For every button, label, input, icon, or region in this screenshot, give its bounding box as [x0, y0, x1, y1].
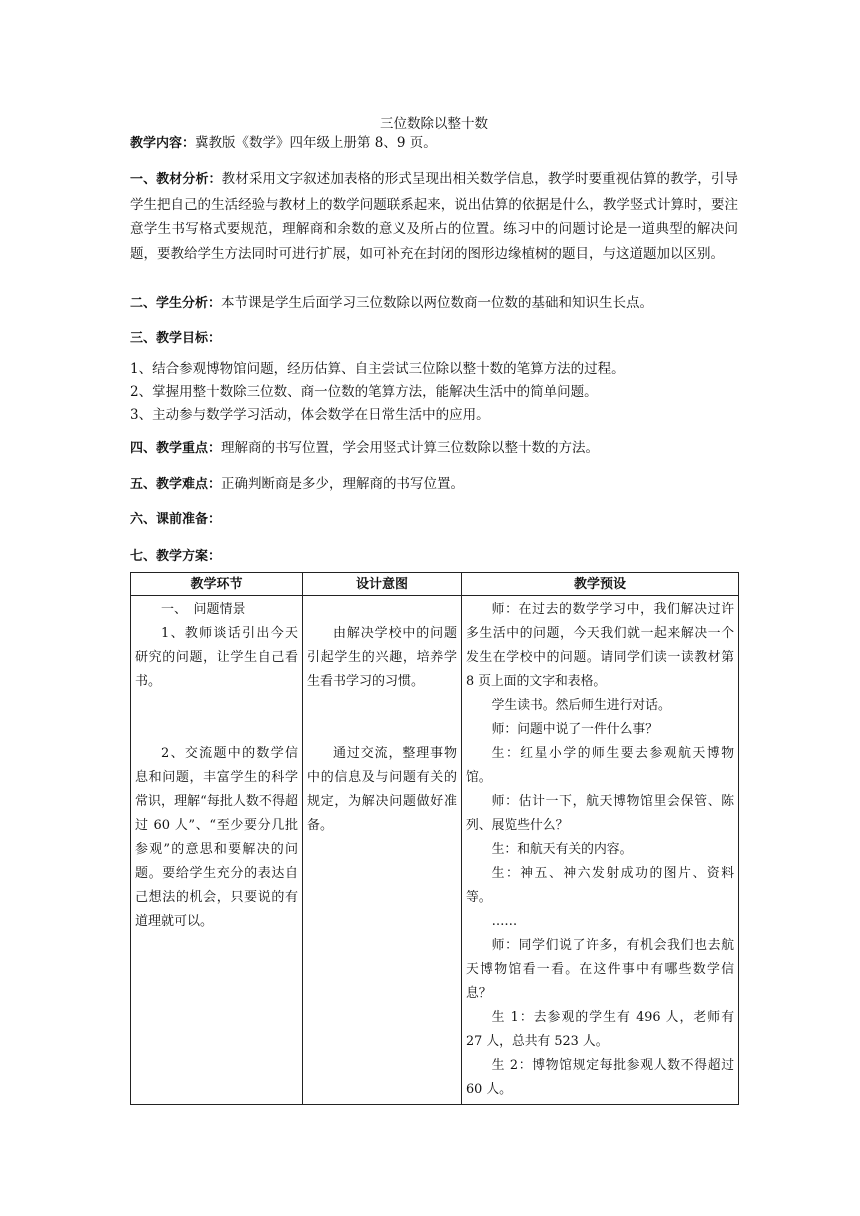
teaching-content — [130, 131, 738, 157]
goal-item: 1、结合参观博物馆问题，经历估算、自主尝试三位除以整十数的笔算方法的过程。 — [130, 361, 625, 377]
teaching-content-label: 教学内容： — [130, 136, 196, 151]
teaching-goals-list — [130, 358, 738, 427]
table-header-row — [131, 573, 739, 596]
stage-step-1: 1、教师谈话引出今天研究的问题，让学生自己看书。 — [135, 626, 298, 689]
key-point-text: 理解商的书写位置，学会用竖式计算三位数除以整十数的方法。 — [221, 440, 600, 456]
dialogue-line: …… — [491, 914, 518, 929]
teaching-presupposition-cell — [462, 596, 739, 1105]
textbook-analysis — [130, 167, 738, 266]
textbook-analysis-label: 一、教材分析： — [130, 172, 222, 187]
difficulty — [130, 472, 738, 498]
goal-item: 2、掌握用整十数除三位数、商一位数的笔算方法，能解决生活中的简单问题。 — [130, 384, 598, 400]
preparation — [130, 507, 738, 533]
teaching-plan-label: 七、教学方案： — [130, 549, 222, 564]
goal-item: 3、主动参与数学学习活动，体会数学在日常生活中的应用。 — [130, 407, 490, 423]
dialogue-line: 师：同学们说了许多，有机会我们也去航天博物馆看一看。在这件事中有哪些数学信息？ — [466, 938, 734, 1001]
dialogue-line: 生 2：博物馆规定每批参观人数不得超过 60 人。 — [466, 1058, 734, 1097]
student-analysis-label: 二、学生分析： — [130, 296, 222, 311]
intent-2: 通过交流，整理事物中的信息及与问题有关的规定，为解决问题做好准备。 — [307, 746, 457, 833]
teaching-plan-heading — [130, 544, 738, 570]
teaching-stage-cell — [131, 596, 303, 1105]
dialogue-line: 学生读书。然后师生进行对话。 — [491, 698, 671, 713]
design-intent-cell — [303, 596, 462, 1105]
dialogue-line: 生：红星小学的师生要去参观航天博物馆。 — [466, 746, 734, 785]
page-title: 三位数除以整十数 — [380, 116, 488, 132]
preparation-label: 六、课前准备： — [130, 512, 222, 527]
header-design-intent: 设计意图 — [303, 573, 462, 596]
teaching-goals-label: 三、教学目标： — [130, 331, 222, 346]
textbook-analysis-text: 教材采用文字叙述加表格的形式呈现出相关数学信息，教学时要重视估算的教学，引导学生把自己的生活经验与教材上的数学问题联系起来，说出估算的依据是什么，教学竖式计算时，要注意学生书写格式要规范，理解商和余数的意义及所占的位置。练习中的问题讨论是一道典型的解决问题，要教给学生方法同时可进行扩展，如可补充在封闭的图形边缘植树的题目，与这道题加以区别。 — [130, 171, 738, 262]
key-point — [130, 436, 738, 462]
difficulty-label: 五、教学难点： — [130, 477, 222, 492]
intent-1: 由解决学校中的问题引起学生的兴趣，培养学生看书学习的习惯。 — [307, 626, 457, 689]
header-teaching-presupposition: 教学预设 — [462, 573, 739, 596]
teaching-plan-table — [130, 572, 739, 1105]
dialogue-line: 师：估计一下，航天博物馆里会保管、陈列、展览些什么？ — [466, 794, 734, 833]
dialogue-line: 师：问题中说了一件什么事？ — [491, 722, 658, 737]
student-analysis — [130, 291, 738, 317]
teaching-content-text: 冀教版《数学》四年级上册第 8、9 页。 — [195, 135, 437, 151]
difficulty-text: 正确判断商是多少，理解商的书写位置。 — [221, 476, 465, 492]
stage-step-2: 2、交流题中的数学信息和问题，丰富学生的科学常识，理解“每批人数不得超过 60 人”、“至少要分几批参观”的意思和要解决的问题。要给学生充分的表达自己想法的机会，只要说的有道理就可以。 — [135, 746, 298, 929]
stage-heading: 一、 问题情景 — [161, 602, 246, 617]
dialogue-line: 生：神五、神六发射成功的图片、资料等。 — [466, 866, 734, 905]
dialogue-line: 生 1：去参观的学生有 496 人，老师有 27 人，总共有 523 人。 — [466, 1010, 734, 1049]
header-teaching-stage: 教学环节 — [131, 573, 303, 596]
table-row — [131, 596, 739, 1105]
key-point-label: 四、教学重点： — [130, 441, 222, 456]
dialogue-line: 生：和航天有关的内容。 — [491, 842, 633, 857]
student-analysis-text: 本节课是学生后面学习三位数除以两位数商一位数的基础和知识生长点。 — [221, 295, 654, 311]
teaching-goals-heading — [130, 326, 738, 352]
dialogue-line: 师：在过去的数学学习中，我们解决过许多生活中的问题，今天我们就一起来解决一个发生在学校中的问题。请同学们读一读教材第 8 页上面的文字和表格。 — [466, 602, 734, 689]
